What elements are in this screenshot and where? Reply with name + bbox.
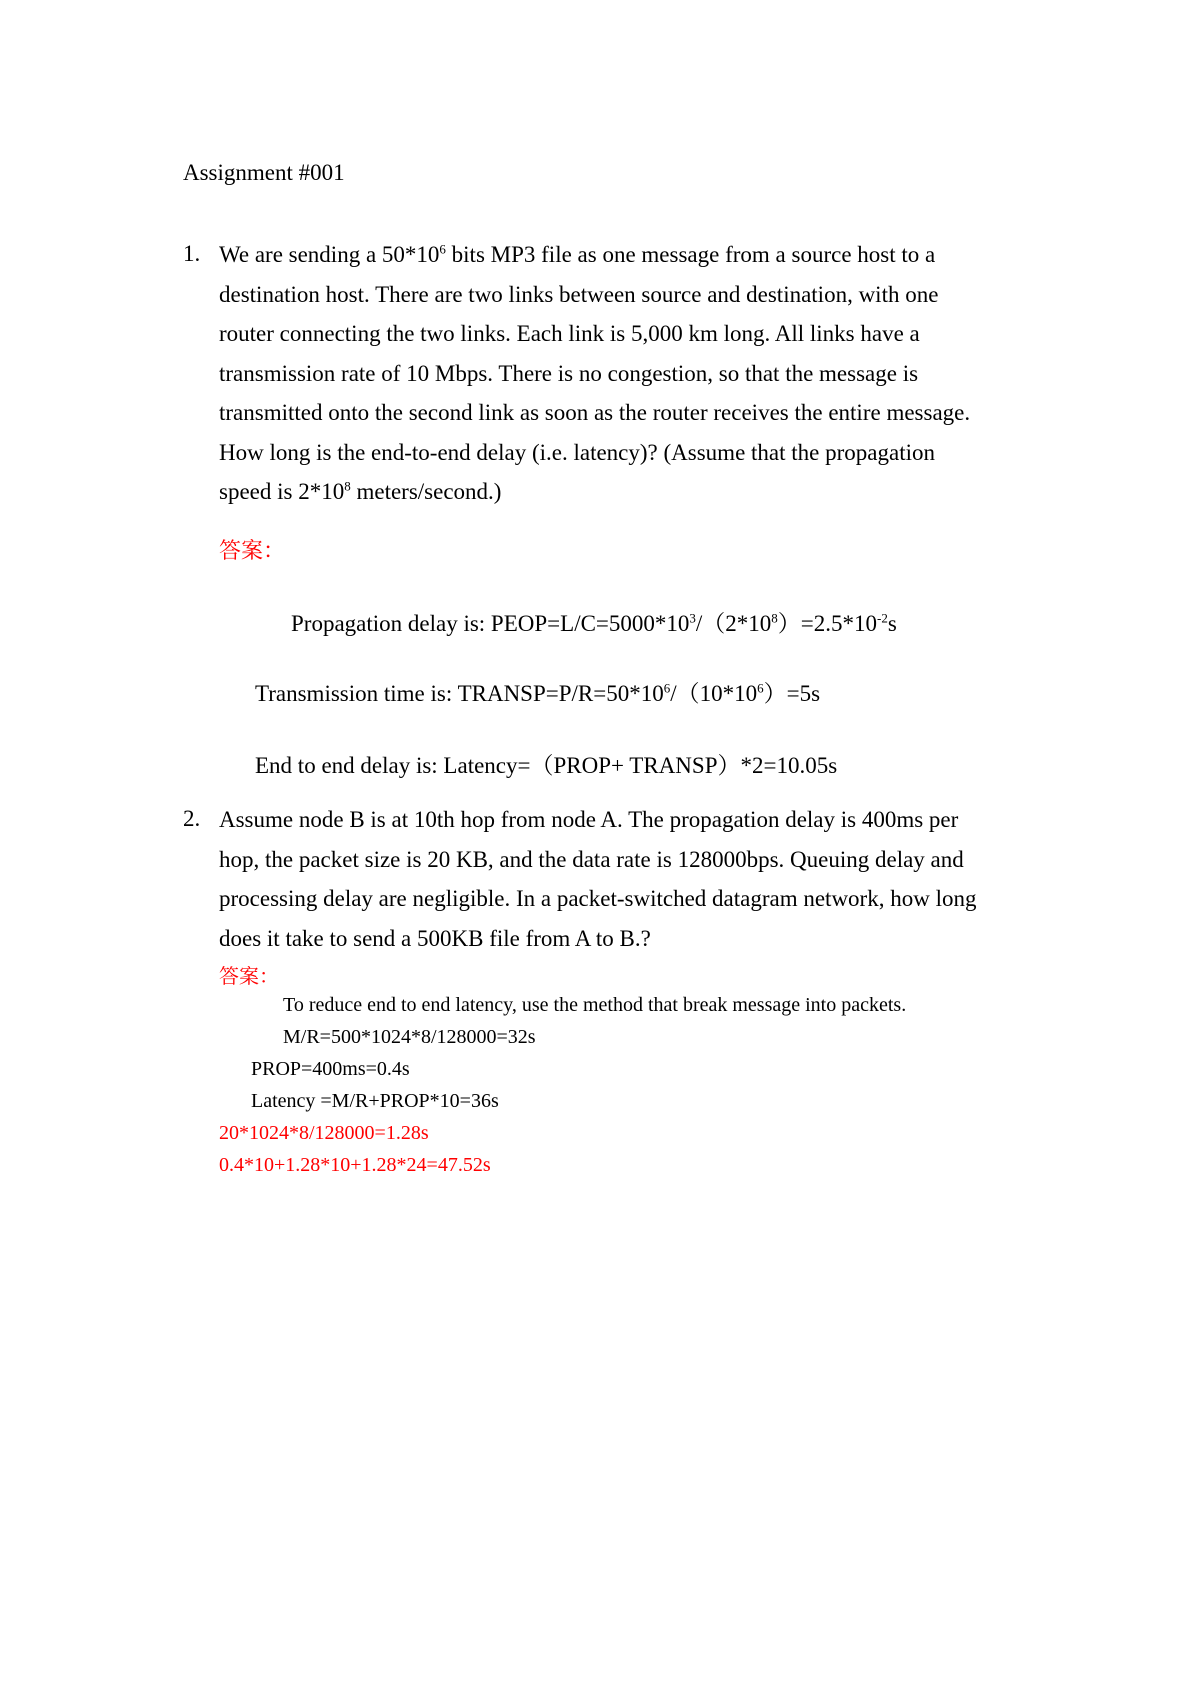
question-2-text [219, 800, 1039, 958]
question-1-line-5: transmitted onto the second link as soon as the router receives the entire message. [219, 400, 971, 425]
question-1-number: 1. [183, 241, 201, 266]
question-1-line-2: destination host. There are two links between source and destination, with one [219, 281, 939, 307]
end-to-end-delay-equation: End to end delay is: Latency=（PROP+ TRANSP）*2=10.05s [255, 753, 838, 778]
question-2-line-4: does it take to send a 500KB file from A to B.? [219, 925, 651, 951]
question-2-line-1: Assume node B is at 10th hop from node A. The propagation delay is 400ms per [219, 807, 959, 832]
answer-2-line-1: To reduce end to end latency, use the method that break message into packets. [283, 994, 907, 1016]
answer-2-line-3: PROP=400ms=0.4s [251, 1058, 410, 1080]
question-2-number: 2. [183, 806, 201, 831]
question-1-answer-label: 答案： [219, 539, 286, 564]
answer-2-line-4: Latency =M/R+PROP*10=36s [251, 1090, 499, 1112]
answer-2-line-6: 0.4*10+1.28*10+1.28*24=47.52s [219, 1154, 491, 1176]
question-1-line-7: speed is $2*10^8$ meters/second.) [219, 478, 502, 504]
question-1-text [219, 235, 1039, 512]
question-1-line-6: How long is the end-to-end delay (i.e. latency)? (Assume that the propagation [219, 439, 935, 465]
transmission-time-equation: Transmission time is: $TRANSP=P/R=50*10^6/(10*10^6)=5s$ [255, 680, 821, 706]
question-1-line-4: transmission rate of 10 Mbps. There is no congestion, so that the message is [219, 360, 919, 386]
answer-2-line-5: 20*1024*8/128000=1.28s [219, 1122, 429, 1144]
question-2-answer-label: 答案： [219, 964, 279, 988]
question-2-line-3: processing delay are negligible. In a packet-switched datagram network, how long [219, 886, 977, 911]
propagation-delay-equation: Propagation delay is: $PEOP=L/C=5000*10^3/(2*10^8)=2.5*10^{-2}s$ [291, 610, 897, 636]
question-1-line-1: We are sending a $50*10^6$ bits MP3 file as one message from a source host to a [219, 241, 936, 267]
answer-2-line-2: M/R=500*1024*8/128000=32s [283, 1026, 536, 1048]
assignment-title: Assignment #001 [183, 160, 345, 185]
question-2-line-2: hop, the packet size is 20 KB, and the data rate is 128000bps. Queuing delay and [219, 846, 964, 872]
question-1-line-3: router connecting the two links. Each link is 5,000 km long. All links have a [219, 321, 920, 346]
